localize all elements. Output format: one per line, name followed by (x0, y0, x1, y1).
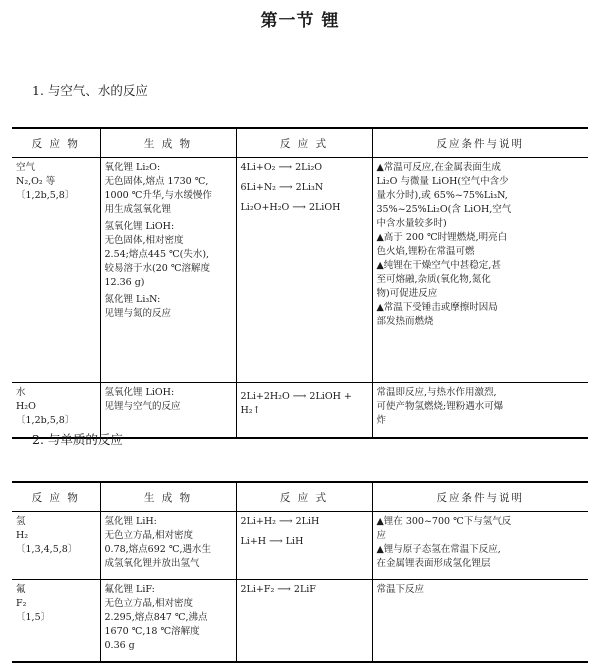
note-line: 常温即反应,与热水作用激烈, (376, 387, 497, 398)
product-line: 氟化锂 LiF: (104, 584, 155, 595)
product-line: 2.54;熔点445 ℃(失水), (104, 249, 210, 260)
section-heading-elements: 2. 与单质的反应 (32, 432, 123, 447)
equation: Li+H ⟶ LiH (240, 536, 304, 547)
product-line: 氮化锂 Li₃N: (104, 294, 161, 305)
reactant-formula: H₂O (16, 401, 36, 412)
header-equation: 反 应 式 (236, 128, 372, 158)
product-line: 无色立方晶,相对密度 (104, 530, 194, 541)
product-line: 1670 ℃,18 ℃溶解度 (104, 626, 200, 637)
product-line: 无色固体,熔点 1730 ℃, (104, 176, 209, 187)
note-line: 量水分时),或 65%~75%Li₃N, (376, 190, 508, 201)
header-equation: 反 应 式 (236, 482, 372, 512)
note-line: ▲常温可反应,在金属表面生成 (376, 162, 501, 173)
product-line: 较易溶于水(20 ℃溶解度 (104, 263, 210, 274)
product-line: 氢氧化锂 LiOH: (104, 221, 175, 232)
reactant-cell (12, 158, 100, 383)
table-row-fluorine (12, 580, 588, 662)
table-header-row (12, 128, 588, 158)
notes-cell (372, 158, 588, 383)
notes-cell (372, 512, 588, 580)
page-title: 第一节 锂 (260, 11, 340, 31)
note-line: 35%~25%Li₂O(含 LiOH,空气 (376, 204, 512, 215)
notes-cell (372, 580, 588, 662)
reference: 〔1,3,4,5,8〕 (16, 544, 78, 555)
header-product: 生 成 物 (100, 482, 236, 512)
product-line: 0.78,熔点692 ℃,遇水生 (104, 544, 211, 555)
product-line: 见锂与空气的反应 (104, 401, 181, 412)
note-line: ▲高于 200 ℃时锂燃烧,明亮白 (376, 232, 508, 243)
note-line: 物)可促进反应 (376, 288, 438, 299)
reactant-formula: N₂,O₂ 等 (16, 176, 56, 187)
product-line: 无色立方晶,相对密度 (104, 598, 194, 609)
equation: 6Li+N₂ ⟶ 2Li₃N (240, 182, 324, 193)
product-line: 12.36 g) (104, 277, 145, 288)
note-line: 部发热而燃烧 (376, 316, 434, 327)
product-line: 1000 ℃升华,与水缓慢作 (104, 190, 212, 201)
product-cell (100, 580, 236, 662)
reactant-name: 氢 (16, 516, 26, 527)
reference: 〔1,2b,5,8〕 (16, 190, 75, 201)
product-line: 氢氧化锂 LiOH: (104, 387, 175, 398)
product-line: 用生成氢氧化锂 (104, 204, 172, 215)
table-row-hydrogen (12, 512, 588, 580)
reactant-name: 空气 (16, 162, 36, 173)
equation: Li₂O+H₂O ⟶ 2LiOH (240, 202, 341, 213)
reaction-table-air-water (12, 127, 588, 439)
reactant-formula: F₂ (16, 598, 27, 609)
note-line: ▲锂在 300~700 ℃下与氢气反 (376, 516, 512, 527)
product-line: 2.295,熔点847 ℃,沸点 (104, 612, 208, 623)
reference: 〔1,5〕 (16, 612, 51, 623)
product-line: 氢化锂 LiH: (104, 516, 157, 527)
note-line: 应 (376, 530, 387, 541)
note-line: 炸 (376, 415, 387, 426)
note-line: ▲常温下受锤击或摩擦时因局 (376, 302, 498, 313)
table-header-row (12, 482, 588, 512)
note-line: 色火焰,锂粉在常温可燃 (376, 246, 475, 257)
header-reactant: 反 应 物 (12, 128, 100, 158)
equation-cell (236, 580, 372, 662)
product-cell (100, 512, 236, 580)
product-line: 0.36 g (104, 640, 135, 651)
reactant-name: 水 (16, 387, 26, 398)
product-line: 见锂与氮的反应 (104, 308, 172, 319)
note-line: 常温下反应 (376, 584, 425, 595)
header-notes: 反应条件与说明 (372, 482, 588, 512)
note-line: ▲纯锂在干燥空气中甚稳定,甚 (376, 260, 501, 271)
header-reactant: 反 应 物 (12, 482, 100, 512)
note-line: 中含水量较多时) (376, 218, 447, 229)
product-line: 氧化锂 Li₂O: (104, 162, 161, 173)
reaction-table-elements (12, 481, 588, 663)
equation-cell (236, 158, 372, 383)
note-line: ▲锂与原子态氢在常温下反应, (376, 544, 501, 555)
product-line: 成氢氧化锂并放出氢气 (104, 558, 200, 569)
equation-cell (236, 512, 372, 580)
note-line: Li₂O 与微量 LiOH(空气中含少 (376, 176, 509, 187)
equation: H₂↑ (240, 405, 261, 416)
reactant-formula: H₂ (16, 530, 29, 541)
note-line: 在金属锂表面形成氢化锂层 (376, 558, 491, 569)
table-row-air (12, 158, 588, 383)
equation: 2Li+2H₂O ⟶ 2LiOH + (240, 391, 352, 402)
notes-cell (372, 383, 588, 438)
section-heading-air-water: 1. 与空气、水的反应 (32, 83, 148, 98)
equation-cell (236, 383, 372, 438)
note-line: 至可熔融,杂质(氧化物,氮化 (376, 274, 491, 285)
product-line: 无色固体,相对密度 (104, 235, 184, 246)
reactant-cell (12, 512, 100, 580)
reactant-name: 氟 (16, 584, 26, 595)
reactant-cell (12, 580, 100, 662)
equation: 2Li+F₂ ⟶ 2LiF (240, 584, 316, 595)
equation: 2Li+H₂ ⟶ 2LiH (240, 516, 320, 527)
header-product: 生 成 物 (100, 128, 236, 158)
header-notes: 反应条件与说明 (372, 128, 588, 158)
equation: 4Li+O₂ ⟶ 2Li₂O (240, 162, 323, 173)
reference: 〔1,2b,5,8〕 (16, 415, 75, 426)
note-line: 可使产物氢燃烧;锂粉遇水可爆 (376, 401, 504, 412)
product-cell (100, 158, 236, 383)
